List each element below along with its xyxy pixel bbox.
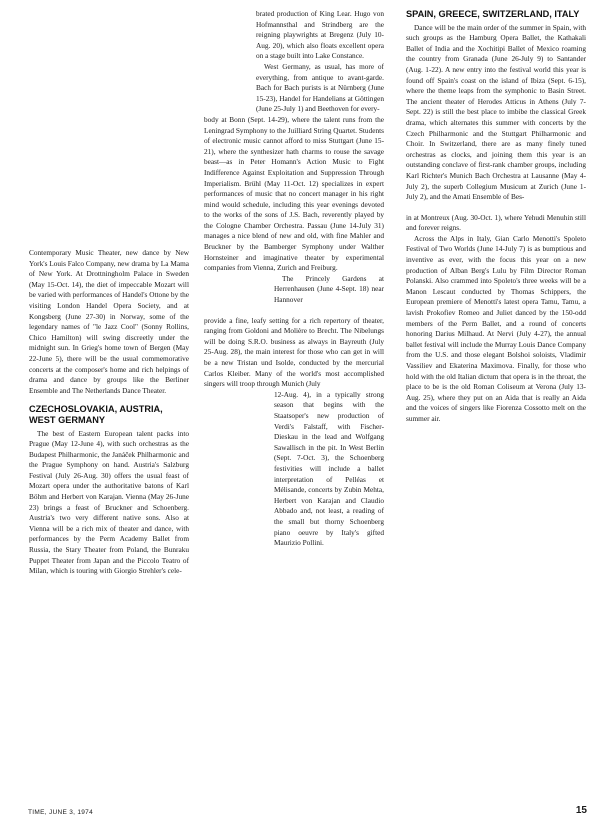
picture-gap — [406, 203, 586, 213]
paragraph: 12-Aug. 4), in a typically strong season that begins with the Staatsoper's new production of Verdi's Falstaff, with Fischer-Dieskau in the lead and Wolfgang Sawallisch in the pit. In West Berlin (Sept. 7-Oct. 3), the Schoenberg festivities will include a ballet interpretation of Pelléas et Mélisande, concerts by Zubin Mehta, Herbert von Karajan and Claudio Abbado and, not least, a reading of the small but thorny Schoenberg piano oeuvre by Italy's gifted Maurizio Pollini. — [274, 389, 384, 548]
article-column-middle — [204, 9, 384, 549]
paragraph: The Princely Gardens at Herrenhausen (June 4-Sept. 18) near Hannover — [274, 273, 384, 305]
paragraph: Contemporary Music Theater, new dance by New York's Louis Falco Company, new drama by La Mama of New York. At Drottningholm Palace in Sweden (May 15-Oct. 14), the diet of impeccable Mozart will be varied with performances of Handel's Ottone by the visiting London Handel Opera Society, and at Kongsberg (June 27-30) in Norway, some of the legendary names of "le Jazz Cool" (Sonny Rollins, Chico Hamilton) will swing discreetly under the midnight sun. In Grieg's home town of Bergen (May 22-June 5), there will be the usual commemorative concerts at the composer's home and rich helpings of drama and dance by groups like the Berliner Ensemble and The Netherlands Dance Theater. — [29, 248, 189, 395]
paragraph: provide a fine, leafy setting for a rich repertory of theater, ranging from Goldoni and Molière to Brecht. The Nibelungs will be doing S.R.O. business as always in Bayreuth (July 25-Aug. 28), the main interest for those who can get in will be a new Tristan und Isolde, conducted by the mercurial Carlos Kleiber. Many of the world's most accomplished singers will troop through Munich (July — [204, 315, 384, 389]
picture-gap — [204, 306, 384, 316]
paragraph: Across the Alps in Italy, Gian Carlo Menotti's Spoleto Festival of Two Worlds (June 14-July 7) is as bumptious and inventive as ever, with the focus this year on a new production of Alban Berg's Lulu by Film Director Roman Polanski. Also crammed into Spoleto's three weeks will be a Manon Lescaut conducted by Thomas Schippers, the European premiere of Menotti's latest opera Tamu, Tamu, a lavish Prokofiev Romeo and Juliet danced by the 150-odd members of the Perm Ballet, and a round of concerts honoring Darius Milhaud. At Nervi (July 4-27), the annual ballet festival will include the Murray Louis Dance Company from the U.S. and those elegant Bolshoi soloists, Vladimir Vassiliev and Ekaterina Maximova. Finally, for those who hold with the old Italian dictum that opera is in the throat, the place to be is the old Roman Coliseum at Verona (July 13-Aug. 25), where they put on an Aida that is really an Aida and the voices of singers like Fiorenza Cossotto melt on the summer air. — [406, 233, 586, 423]
footer-publication-date: TIME, JUNE 3, 1974 — [28, 809, 94, 816]
paragraph: brated production of King Lear. Hugo von Hofmannsthal and Strindberg are the reigning playwrights at Bregenz (July 10-Aug. 20), which also floats excellent opera on a stage built into Lake Constance. — [256, 9, 384, 61]
paragraph: body at Bonn (Sept. 14-29), where the talent runs from the Leningrad Symphony to the Juilliard String Quartet. Students of electronic music cannot afford to miss Stuttgart (June 15-21), where the synthesizer hath charms to rouse the savage beast—as in Peter Homann's Action Music to Fight Indifference Against Exploitation and Suppression Through Imperialism. Brühl (May 11-Oct. 12) specializes in expert performances of music that no concert manager in his right mind would schedule, including this year evenings devoted to the works of the sons of J.S. Bach, reverently played by the Cologne Chamber Orchestra. Passau (June 14-July 31) manages a nice blend of new and old, with fine Mahler and Bruckner by the Bamberger Symphony under Walther Hornsteiner and imaginative theater by experimental companies from Vienna, Zurich and Freiburg. — [204, 114, 384, 273]
section-heading: SPAIN, GREECE, SWITZERLAND, ITALY — [406, 9, 580, 19]
article-column-right — [406, 9, 586, 425]
paragraph: The best of Eastern European talent packs into Prague (May 12-June 4), with such orchestras as the Budapest Philharmonic, the Janáček Philharmonic and the Prague Symphony on hand. Austria's Salzburg Festival (July 26-Aug. 30) offers the usual feast of Mozart opera under the authoritative batons of Karl Böhm and Herbert von Karajan. Vienna (May 26-June 23) brings a feast of Bruckner and Schoenberg. Austria's two very different native sons. Also at Vienna will be a rich mix of theater and dance, with performances by the Perm Academy Ballet from Russia, the Stary Theater from Poland, the Bunraku Puppet Theater from Japan and the Piccolo Teatro of Milan, which is touring with Giorgio Strehler's cele- — [29, 428, 189, 576]
paragraph: West Germany, as usual, has more of everything, from antique to avant-garde. Bach for Bach purists is at Nürnberg (June 15-23), Handel for Handelians at Göttingen (June 25-July 1) and Beethoven for every- — [256, 61, 384, 114]
paragraph: Dance will be the main order of the summer in Spain, with such groups as the Hamburg Opera Ballet, the Kathakali Ballet of India and the Xochitipi Ballet of Mexico roaming the country from Granada (June 26-July 9) to Santander (Aug. 1-22). A new entry into the festival world this year is found off Spain's coast on the island of Ibiza (Sept. 6-15), where the theme leaps from the symphonic to Basin Street. The ancient theater of Herodes Atticus in Athens (July 7-Sept. 22) is still the best place to imbibe the classical Greek drama, which alternates this summer with concerts by the Czech Philharmonic and the Stuttgart Philharmonic and Choir. In Switzerland, there are as many finely tuned orchestras as clocks, and joining them this year is an outstanding conclave of first-rank chamber groups, including Karl Richter's Munich Bach Orchestra at Lausanne (May 4-July 2), the superb Collegium Musicum at Zurich (June 1-July 2), and the Amati Ensemble of Bes- — [406, 22, 586, 202]
column-inset — [204, 9, 384, 115]
column-inset — [204, 390, 384, 549]
section-heading: CZECHOSLOVAKIA, AUSTRIA, WEST GERMANY — [29, 404, 163, 425]
page-number: 15 — [575, 805, 587, 816]
article-column-left — [29, 248, 189, 577]
paragraph: in at Montreux (Aug. 30-Oct. 1), where Yehudi Menuhin still and forever reigns. — [406, 212, 586, 233]
column-inset — [204, 274, 384, 306]
